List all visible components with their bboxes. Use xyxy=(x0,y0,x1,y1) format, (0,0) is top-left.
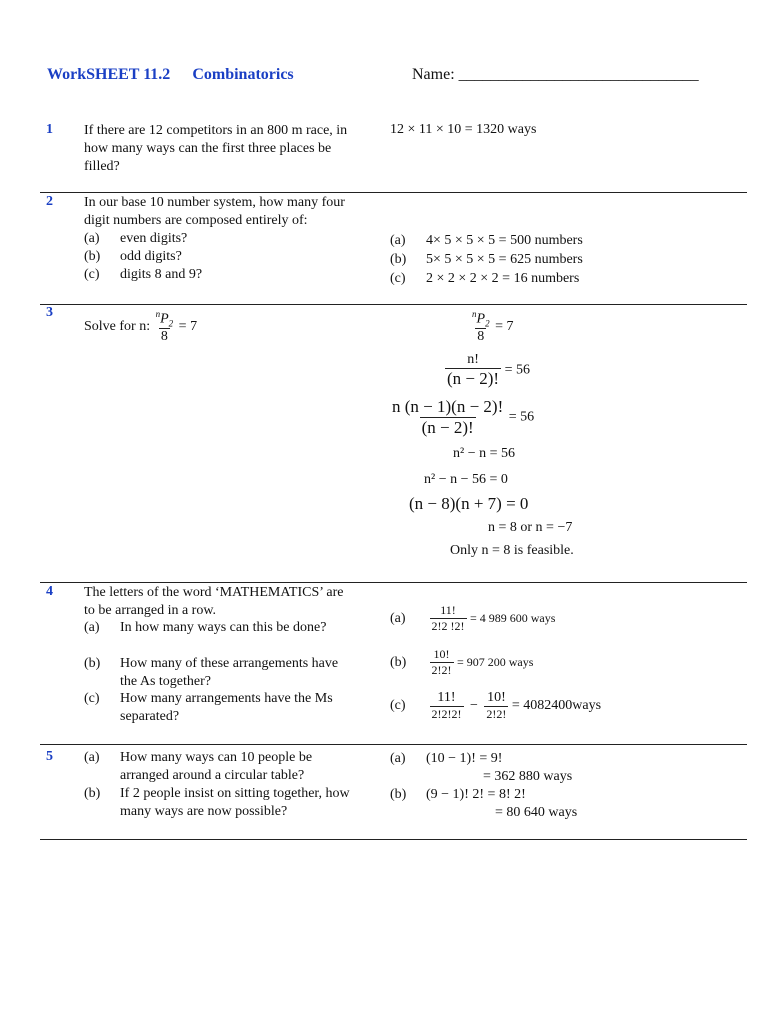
question-number-4: 4 xyxy=(46,584,53,599)
part-text: many ways are now possible? xyxy=(120,804,288,819)
name-field-label: Name: ______________________________ xyxy=(412,66,699,83)
divider xyxy=(40,304,747,305)
numerator: 11! xyxy=(440,603,456,617)
sheet-label: WorkSHEET 11.2 xyxy=(47,66,171,83)
part-text: In how many ways can this be done? xyxy=(120,620,327,635)
answer-fraction-1 xyxy=(430,690,464,722)
step-fraction xyxy=(445,352,501,389)
answer-label: (a) xyxy=(390,751,406,766)
answer-line: (10 − 1)! = 9! xyxy=(426,751,503,766)
step-3 xyxy=(390,397,534,438)
answer-label: (b) xyxy=(390,654,407,670)
step-7: n = 8 or n = −7 xyxy=(488,520,573,535)
denominator: (n − 2)! xyxy=(421,418,474,437)
question-number-3: 3 xyxy=(46,305,53,320)
part-text: How many arrangements have the Ms xyxy=(120,691,333,706)
answer-4b xyxy=(390,647,533,678)
answer-fraction-2 xyxy=(484,690,508,722)
answer-fraction xyxy=(430,647,454,678)
answer-line: = 362 880 ways xyxy=(483,769,573,784)
sup-n: n xyxy=(155,309,161,319)
part-text: even digits? xyxy=(120,231,188,246)
question-line: how many ways can the first three places be xyxy=(84,141,332,156)
divider xyxy=(40,192,747,193)
question-number-1: 1 xyxy=(46,122,53,137)
topic-label: Combinatorics xyxy=(192,66,294,83)
part-text: digits 8 and 9? xyxy=(120,267,203,282)
sub-2: 2 xyxy=(168,318,174,329)
worksheet-title xyxy=(47,66,294,84)
divider xyxy=(40,582,747,583)
denominator: 2!2!2! xyxy=(431,707,462,721)
numerator: 10! xyxy=(433,647,450,661)
step-6: (n − 8)(n + 7) = 0 xyxy=(409,494,529,513)
question-number-5: 5 xyxy=(46,749,53,764)
answer-4c xyxy=(390,690,601,722)
answer-line: (9 − 1)! 2! = 8! 2! xyxy=(426,787,526,802)
step-8: Only n = 8 is feasible. xyxy=(450,543,574,558)
denominator: 8 xyxy=(477,329,485,345)
part-label: (b) xyxy=(84,249,101,264)
part-text: If 2 people insist on sitting together, how xyxy=(120,786,350,801)
answer-label: (a) xyxy=(390,610,406,626)
denominator: (n − 2)! xyxy=(447,369,500,388)
question-2-text xyxy=(84,194,345,230)
part-label: (b) xyxy=(84,786,101,801)
step-2 xyxy=(445,352,530,389)
divider xyxy=(40,839,747,840)
denominator: 8 xyxy=(160,329,168,345)
question-5-part-b xyxy=(84,785,350,821)
npr-fraction xyxy=(154,309,176,345)
part-text: How many of these arrangements have xyxy=(120,656,339,671)
part-text: arranged around a circular table? xyxy=(120,768,305,783)
question-line: The letters of the word ‘MATHEMATICS’ are xyxy=(84,585,344,600)
question-4-part-a xyxy=(84,619,326,637)
answer-value: = 4 989 600 ways xyxy=(470,611,556,625)
question-line: In our base 10 number system, how many four xyxy=(84,195,345,210)
rhs: = 7 xyxy=(495,319,514,335)
answer-label: (b) xyxy=(390,252,407,267)
part-label: (b) xyxy=(84,656,101,671)
question-1-text xyxy=(84,122,347,176)
answer-line: = 80 640 ways xyxy=(495,805,578,820)
question-3-prompt xyxy=(84,309,197,345)
part-text: odd digits? xyxy=(120,249,182,264)
rhs: = 56 xyxy=(504,362,530,378)
rhs: = 56 xyxy=(508,409,535,425)
answer-value: = 4082400ways xyxy=(511,698,602,713)
answer-label: (a) xyxy=(390,233,406,248)
step-fraction xyxy=(470,309,492,345)
denominator: 2!2! xyxy=(431,663,452,677)
numerator: n! xyxy=(467,352,479,367)
question-line: If there are 12 competitors in an 800 m race, in xyxy=(84,123,348,138)
denominator: 2!2! xyxy=(486,707,507,721)
question-line: to be arranged in a row. xyxy=(84,603,217,618)
step-4: n² − n = 56 xyxy=(453,446,515,461)
answer-4a xyxy=(390,603,555,634)
step-fraction xyxy=(390,397,505,438)
part-text: the As together? xyxy=(120,674,211,689)
rhs: = 7 xyxy=(178,319,198,335)
sub-2: 2 xyxy=(485,318,490,329)
part-label: (c) xyxy=(84,691,100,706)
question-line: digit numbers are composed entirely of: xyxy=(84,213,308,228)
perm-symbol: P xyxy=(160,311,169,327)
step-5: n² − n − 56 = 0 xyxy=(424,472,508,487)
question-5-part-a xyxy=(84,749,312,785)
part-label: (a) xyxy=(84,620,100,635)
answer-value: = 907 200 ways xyxy=(457,655,534,669)
answer-label: (c) xyxy=(390,698,406,713)
perm-symbol: P xyxy=(476,311,486,327)
numerator: 11! xyxy=(437,690,456,705)
step-1 xyxy=(470,309,513,345)
part-label: (a) xyxy=(84,750,100,765)
denominator: 2!2 !2! xyxy=(431,619,465,633)
question-number-2: 2 xyxy=(46,194,53,209)
answer-label: (c) xyxy=(390,271,406,286)
question-2-parts xyxy=(84,230,202,284)
part-label: (c) xyxy=(84,267,100,282)
question-4-text xyxy=(84,584,343,620)
answer-fraction xyxy=(430,603,467,634)
answer-5b xyxy=(390,786,577,822)
answer-text: 2 × 2 × 2 × 2 = 16 numbers xyxy=(426,271,580,286)
question-4-part-c xyxy=(84,690,333,726)
question-line: filled? xyxy=(84,159,120,174)
answer-text: 5× 5 × 5 × 5 = 625 numbers xyxy=(426,252,583,267)
sup-n: n xyxy=(472,309,477,319)
numerator: 10! xyxy=(487,690,506,705)
answer-label: (b) xyxy=(390,787,407,802)
numerator: n (n − 1)(n − 2)! xyxy=(392,397,504,416)
minus-sign: − xyxy=(470,698,478,713)
answer-1: 12 × 11 × 10 = 1320 ways xyxy=(390,122,537,137)
answer-5a xyxy=(390,750,572,786)
answer-text: 4× 5 × 5 × 5 = 500 numbers xyxy=(426,233,583,248)
prompt-text: Solve for n: xyxy=(84,319,151,335)
question-4-part-b xyxy=(84,655,338,691)
part-text: separated? xyxy=(120,709,180,724)
part-text: How many ways can 10 people be xyxy=(120,750,313,765)
part-label: (a) xyxy=(84,231,100,246)
answer-2 xyxy=(390,231,583,288)
divider xyxy=(40,744,747,745)
